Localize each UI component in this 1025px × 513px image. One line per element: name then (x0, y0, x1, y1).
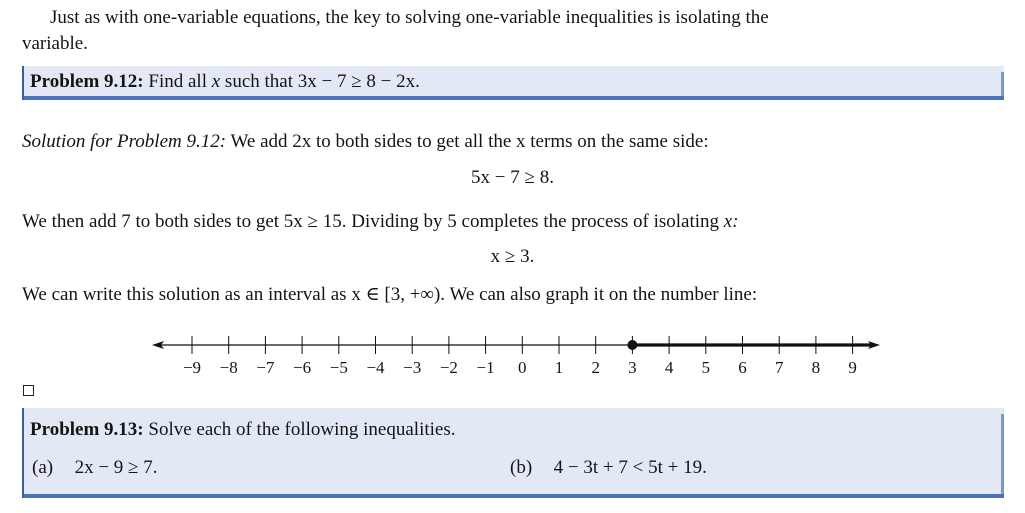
tick-label: 9 (848, 358, 857, 377)
tick-label: 7 (774, 358, 784, 377)
problem-9-13-part-b (510, 456, 707, 480)
tick-label: −1 (476, 358, 495, 377)
tick-label: −8 (219, 358, 238, 377)
problem-9-12-var: x (211, 71, 221, 92)
part-b-expression: 4 − 3t + 7 < 5t + 19. (553, 457, 707, 478)
solution-interval: x ∈ [3, +∞). (351, 284, 446, 305)
part-a-label: (a) (32, 457, 54, 478)
number-line (0, 325, 1025, 380)
solution-heading: Solution for Problem 9.12: (22, 131, 227, 152)
problem-9-13-text: Solve each of the following inequalities. (148, 419, 456, 440)
tick-label: 6 (738, 358, 747, 377)
tick-label: 0 (518, 358, 527, 377)
problem-9-13-statement (30, 418, 455, 442)
solution-text-3b: We can also graph it on the number line: (449, 284, 758, 305)
intro-line-2: variable. (22, 33, 88, 54)
solution-text-2a: We then add 7 to both sides to get (22, 211, 280, 232)
tick-label: 1 (554, 358, 564, 377)
tick-label: −2 (439, 358, 458, 377)
tick-label: 2 (591, 358, 600, 377)
closed-endpoint-dot (628, 341, 637, 350)
tick-label: −6 (293, 358, 312, 377)
problem-9-12-box (22, 66, 1004, 100)
problem-9-13-box (22, 408, 1004, 498)
tick-label: −7 (256, 358, 275, 377)
tick-label: −5 (329, 358, 348, 377)
tick-label: 3 (628, 358, 637, 377)
tick-label: 8 (811, 358, 821, 377)
solution-text-3a: We can write this solution as an interval as (22, 284, 347, 305)
problem-9-13-label: Problem 9.13: (30, 419, 144, 440)
solution-text-2b: Dividing by 5 completes the process of isolating (351, 211, 720, 232)
tick-label: −9 (182, 358, 202, 377)
problem-box-right-bar (1001, 414, 1004, 498)
solution-equation-1: 5x − 7 ≥ 8. (471, 167, 554, 188)
tick-label: −4 (366, 358, 385, 377)
problem-9-12-text-prefix: Find all (148, 71, 207, 92)
problem-9-13-part-a (32, 456, 158, 480)
problem-9-12-text-mid: such that (224, 71, 293, 92)
qed-square-icon (23, 385, 34, 396)
solution-line-2 (22, 210, 739, 234)
problem-box-bottom-bar (24, 96, 1004, 100)
part-b-label: (b) (510, 457, 533, 478)
tick-label: 4 (664, 358, 674, 377)
solution-expr-2: 5x ≥ 15. (283, 211, 347, 232)
solution-text-1: We add 2x to both sides to get all the x terms on the same side: (230, 131, 709, 152)
part-a-expression: 2x − 9 ≥ 7. (74, 457, 158, 478)
solution-var-2: x: (723, 211, 739, 232)
problem-9-12-expression: 3x − 7 ≥ 8 − 2x. (297, 71, 420, 92)
problem-box-bottom-bar (24, 494, 1004, 498)
problem-9-12-statement (30, 70, 420, 94)
solution-line-1 (22, 130, 709, 154)
problem-9-12-label: Problem 9.12: (30, 71, 144, 92)
solution-line-3 (22, 283, 757, 307)
intro-line-1: Just as with one-variable equations, the key to solving one-variable inequalities is isolating the (50, 7, 769, 28)
solution-equation-2: x ≥ 3. (490, 246, 535, 267)
tick-label: 5 (701, 358, 711, 377)
tick-label: −3 (403, 358, 422, 377)
